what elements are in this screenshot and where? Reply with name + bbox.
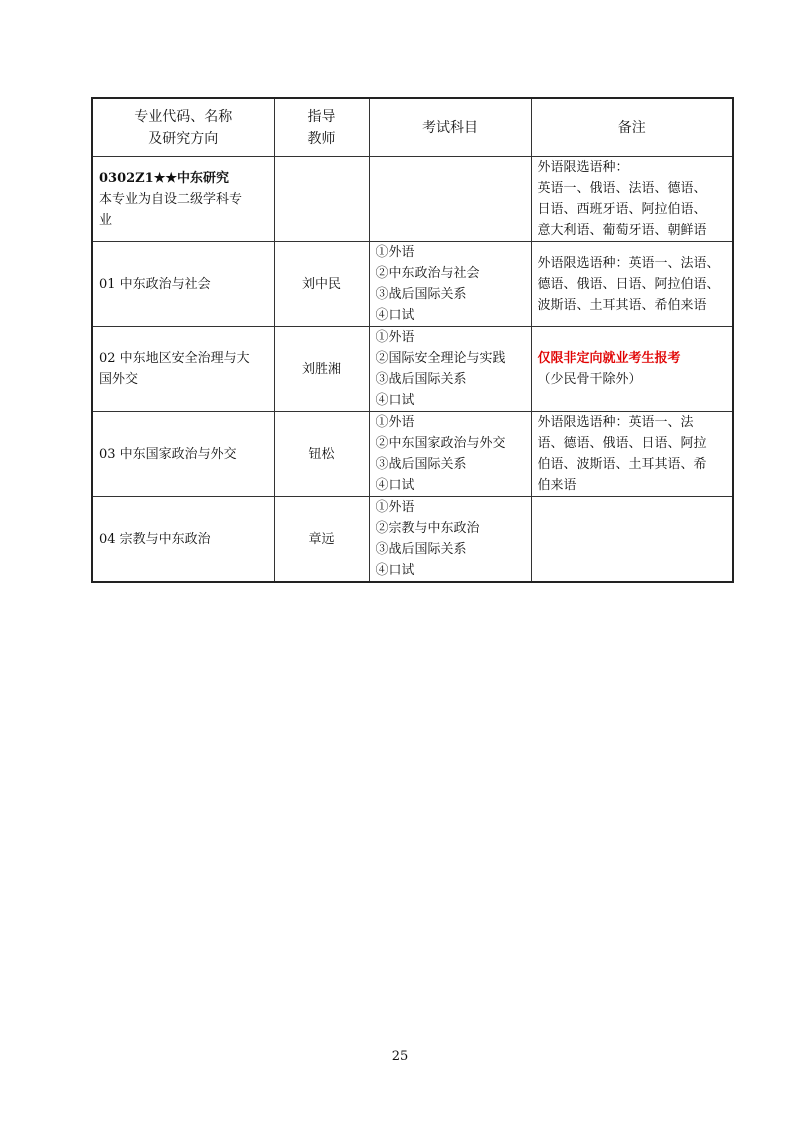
table-row	[92, 412, 733, 497]
advisor-cell: 钮松	[274, 412, 369, 497]
program-desc: 本专业为自设二级学科专	[99, 191, 243, 207]
direction-cell: 02 中东地区安全治理与大 国外交	[92, 327, 274, 412]
direction-cell: 01 中东政治与社会	[92, 242, 274, 327]
direction-cell: 04 宗教与中东政治	[92, 497, 274, 583]
remarks-cell: 外语限选语种：英语一、法 语、德语、俄语、日语、阿拉 伯语、波斯语、土耳其语、希 伯来语	[531, 412, 733, 497]
advisor-cell: 刘中民	[274, 242, 369, 327]
direction-cell: 03 中东国家政治与外交	[92, 412, 274, 497]
program-table	[91, 97, 734, 583]
advisor-cell: 刘胜湘	[274, 327, 369, 412]
program-remarks-cell: 外语限选语种： 英语一、俄语、法语、德语、 日语、西班牙语、阿拉伯语、 意大利语、葡萄牙语、朝鲜语	[531, 157, 733, 242]
advisor-cell: 章远	[274, 497, 369, 583]
program-code-name: 0302Z1★★中东研究	[99, 170, 230, 186]
remarks-cell	[531, 497, 733, 583]
program-advisor-cell	[274, 157, 369, 242]
subjects-cell: ①外语 ②中东政治与社会 ③战后国际关系 ④口试	[369, 242, 531, 327]
program-row	[92, 157, 733, 242]
remarks-cell: 外语限选语种：英语一、法语、 德语、俄语、日语、阿拉伯语、 波斯语、土耳其语、希伯来语	[531, 242, 733, 327]
remarks-cell: 仅限非定向就业考生报考 （少民骨干除外）	[531, 327, 733, 412]
table-row	[92, 327, 733, 412]
program-cell: 0302Z1★★中东研究 本专业为自设二级学科专 业	[92, 157, 274, 242]
table-row	[92, 497, 733, 583]
header-remarks: 备注	[531, 98, 733, 157]
restriction-note: 仅限非定向就业考生报考	[537, 351, 681, 366]
subjects-cell: ①外语 ②国际安全理论与实践 ③战后国际关系 ④口试	[369, 327, 531, 412]
header-program: 专业代码、名称 及研究方向	[92, 98, 274, 157]
header-row	[92, 98, 733, 157]
subjects-cell: ①外语 ②中东国家政治与外交 ③战后国际关系 ④口试	[369, 412, 531, 497]
header-advisor: 指导 教师	[274, 98, 369, 157]
page-number: 25	[391, 1049, 409, 1064]
program-subjects-cell	[369, 157, 531, 242]
subjects-cell: ①外语 ②宗教与中东政治 ③战后国际关系 ④口试	[369, 497, 531, 583]
header-exam-subjects: 考试科目	[369, 98, 531, 157]
table-row	[92, 242, 733, 327]
